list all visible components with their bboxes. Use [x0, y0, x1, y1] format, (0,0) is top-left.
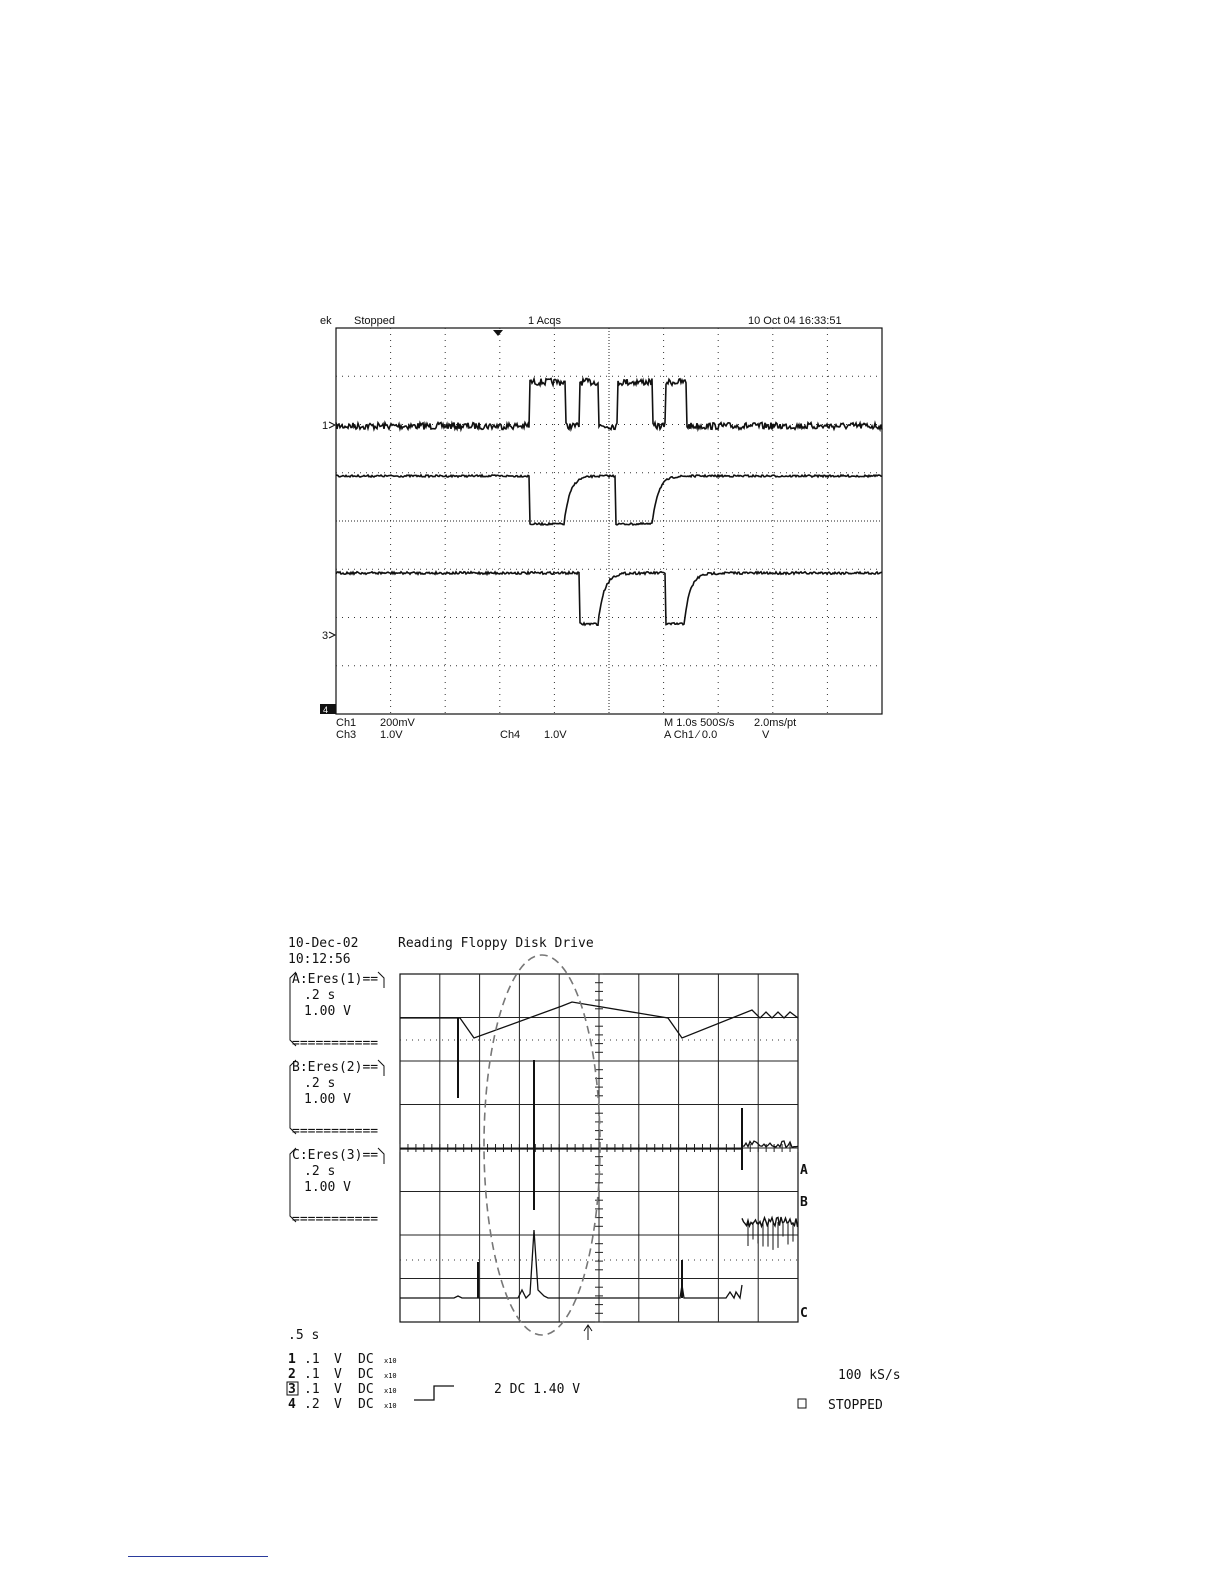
ch1-marker-arrow — [329, 422, 335, 428]
scope2-title: Reading Floppy Disk Drive — [398, 936, 594, 951]
channel-4-unit: V — [334, 1397, 342, 1412]
trace-box-c — [290, 1148, 384, 1227]
channel-3-num: 3 — [288, 1382, 296, 1397]
ch4-scale: 1.0V — [544, 729, 567, 741]
scope2-sample-rate: 100 kS/s — [838, 1368, 901, 1383]
trace-b-rule: =========== — [292, 1124, 379, 1139]
trace-a-volts: 1.00 V — [304, 1004, 351, 1019]
trace-box-a — [290, 972, 384, 1051]
ch4-marker: 4 — [323, 705, 329, 715]
scope1-screen — [318, 310, 898, 750]
rising-edge-trigger-icon — [414, 1386, 454, 1400]
trace-b-timebase: .2 s — [304, 1076, 336, 1091]
channel-1-volts: .1 — [304, 1352, 320, 1367]
scope1-trigger-unit: V — [762, 729, 770, 741]
channel-3-probe: x10 — [384, 1387, 397, 1395]
channel-4-probe: x10 — [384, 1402, 397, 1410]
ch3-label: Ch3 — [336, 729, 357, 741]
scope2-screen — [282, 930, 922, 1420]
trace-box-a-bracket-right — [378, 972, 384, 988]
channel-4-num: 4 — [288, 1397, 296, 1412]
channel-4-volts: .2 — [304, 1397, 320, 1412]
channel-1-coupling: DC — [358, 1352, 374, 1367]
scope1-brand: ek — [320, 315, 332, 327]
channel-2-probe: x10 — [384, 1372, 397, 1380]
channel-row-2 — [288, 1367, 397, 1382]
trace-b-volts: 1.00 V — [304, 1092, 351, 1107]
ch3-scale: 1.0V — [380, 729, 403, 741]
trace-a-heading: A:Eres(1)== — [292, 972, 379, 987]
ch3-marker-arrow — [329, 632, 335, 638]
scope1-acqs: 1 Acqs — [528, 315, 562, 327]
footnote-rule — [128, 1556, 268, 1557]
scope1-trigger: A Ch1 ∕ 0.0 — [664, 729, 718, 741]
marker-c: C — [800, 1306, 808, 1321]
oscilloscope-capture-1 — [318, 310, 898, 750]
scope2-date: 10-Dec-02 — [288, 936, 359, 951]
scope2-time: 10:12:56 — [288, 952, 351, 967]
trace-b-heading: B:Eres(2)== — [292, 1060, 379, 1075]
scope2-trigger: 2 DC 1.40 V — [494, 1382, 581, 1397]
channel-2-volts: .1 — [304, 1367, 320, 1382]
trace-box-b — [290, 1060, 384, 1139]
scope1-status: Stopped — [354, 315, 395, 327]
channel-3-volts: .1 — [304, 1382, 320, 1397]
scope1-per-point: 2.0ms/pt — [754, 717, 797, 729]
trace-c-rule: =========== — [292, 1212, 379, 1227]
trace-box-c-bracket-right — [378, 1148, 384, 1164]
scope2-graticule — [400, 974, 798, 1322]
channel-2-unit: V — [334, 1367, 342, 1382]
channel-2-num: 2 — [288, 1367, 296, 1382]
ch4-label: Ch4 — [500, 729, 521, 741]
trace-c-heading: C:Eres(3)== — [292, 1148, 379, 1163]
ch3-marker: 3 — [322, 630, 329, 642]
trace-c-timebase: .2 s — [304, 1164, 336, 1179]
stopped-indicator-icon — [798, 1399, 806, 1408]
oscilloscope-capture-2 — [282, 930, 922, 1420]
scope1-timebase: M 1.0s 500S/s — [664, 717, 735, 729]
scope1-graticule — [336, 328, 882, 714]
channel-4-coupling: DC — [358, 1397, 374, 1412]
channel-row-3 — [287, 1382, 397, 1397]
channel-row-4 — [288, 1397, 397, 1412]
channel-1-unit: V — [334, 1352, 342, 1367]
trace-a-timebase: .2 s — [304, 988, 336, 1003]
marker-a: A — [800, 1163, 808, 1178]
scope2-state: STOPPED — [828, 1398, 883, 1413]
trace-c-noise — [742, 1217, 798, 1227]
marker-b: B — [800, 1195, 808, 1210]
ch1-label: Ch1 — [336, 717, 357, 729]
channel-3-unit: V — [334, 1382, 342, 1397]
scope1-datetime: 10 Oct 04 16:33:51 — [748, 315, 842, 327]
trace-a-rule: =========== — [292, 1036, 379, 1051]
trigger-arrow-icon — [584, 1325, 592, 1340]
channel-2-coupling: DC — [358, 1367, 374, 1382]
trigger-position-marker — [493, 330, 503, 336]
channel-3-coupling: DC — [358, 1382, 374, 1397]
ch1-scale: 200mV — [380, 717, 415, 729]
trace-c-volts: 1.00 V — [304, 1180, 351, 1195]
scope2-timebase: .5 s — [288, 1328, 320, 1343]
trace-box-b-bracket-right — [378, 1060, 384, 1076]
ch1-marker: 1 — [322, 420, 329, 432]
channel-1-probe: x10 — [384, 1357, 397, 1365]
trace-c-waveform — [400, 1230, 742, 1298]
channel-row-1 — [288, 1352, 397, 1367]
channel-1-num: 1 — [288, 1352, 296, 1367]
